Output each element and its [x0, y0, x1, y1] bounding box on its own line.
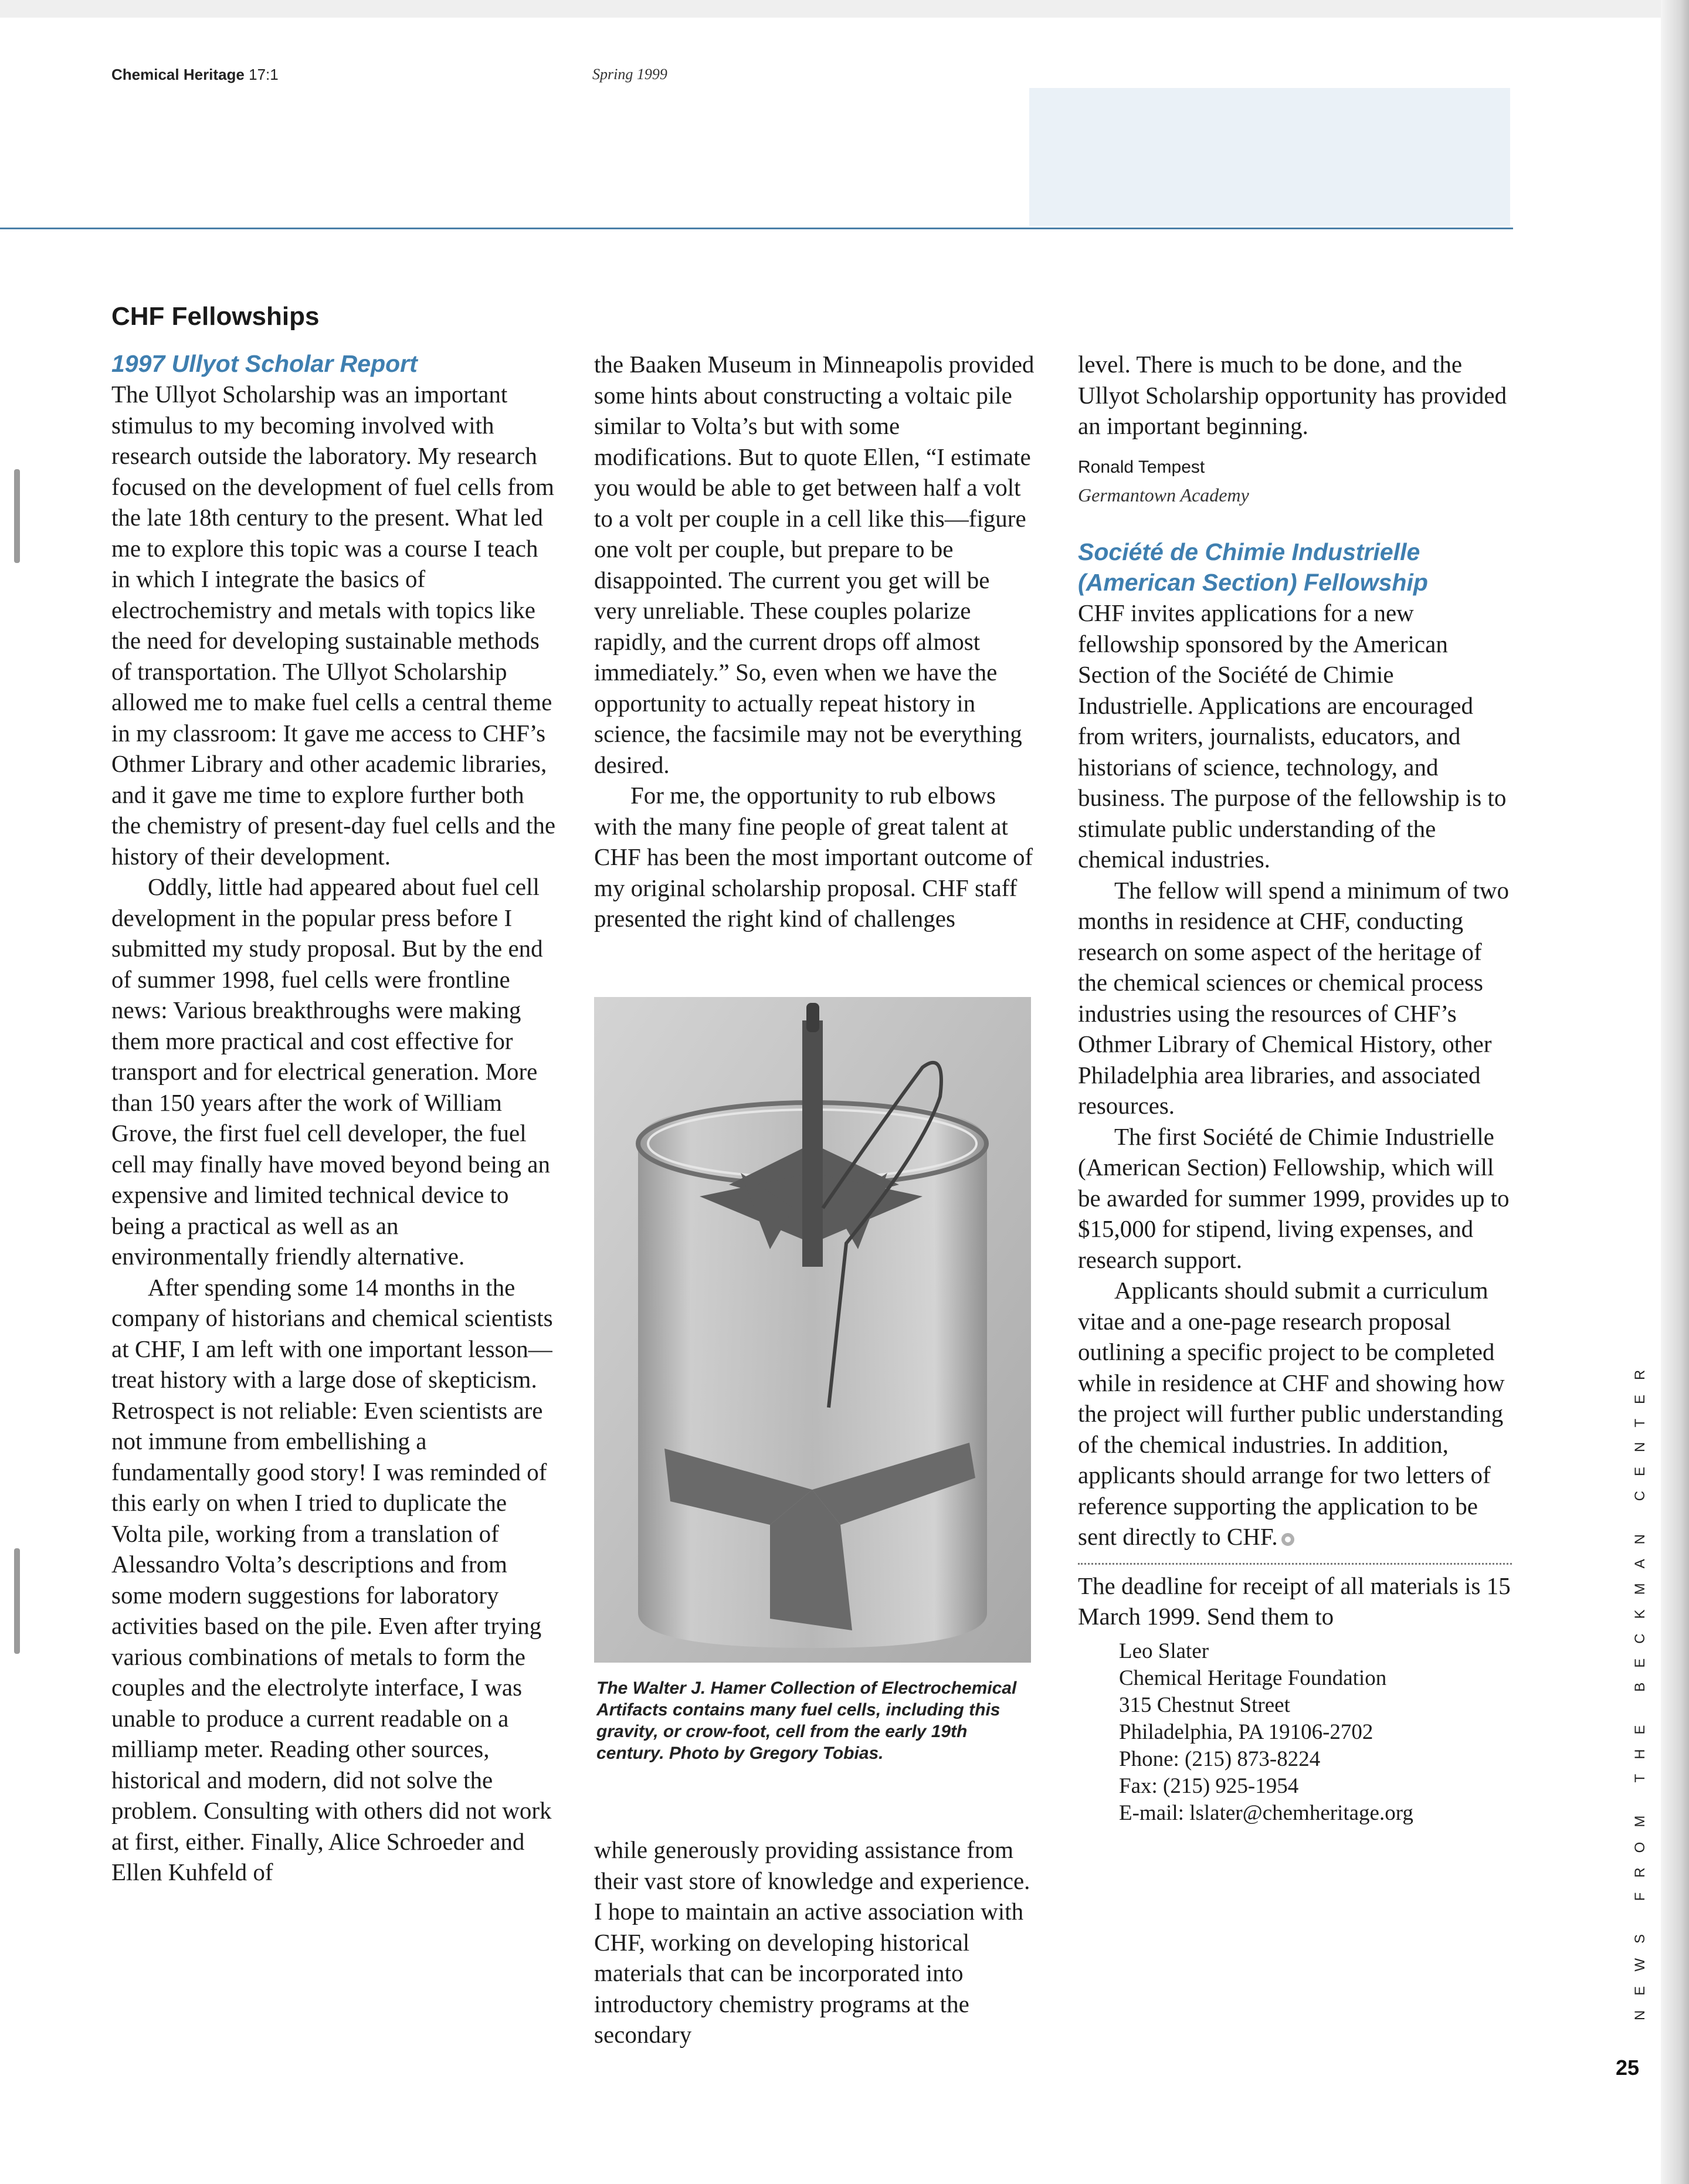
photo-caption: The Walter J. Hamer Collection of Electrochemical Artifacts contains many fuel cells, including this gravity, or crow-foot, cell from the early 19th century. Photo by Gregory Tobias. [596, 1678, 1017, 1763]
crow-foot-cell-photo [594, 997, 1031, 1663]
author-affiliation: Germantown Academy [1078, 484, 1249, 506]
issue-date: Spring 1999 [592, 66, 667, 83]
address-line: Leo Slater [1119, 1639, 1209, 1663]
ullyot-paragraph-4: the Baaken Museum in Minneapolis provided some hints about constructing a voltaic pile similar to Volta’s but with some modifications. But to quote Ellen, “I estimate you would be able to get between half a volt to a volt per couple in a cell like this—figure one volt per couple, but prepare to be disappointed. The current you get will be very unreliable. These couples polarize rapidly, and the current drops off almost immediately.” So, even when we have the opportunity to actually repeat history in science, the facsimile may not be everything desired. [594, 351, 1035, 778]
ullyot-paragraph-3: After spending some 14 months in the company of historians and chemical scientists at CHF, I am left with one important lesson—treat history with a large dose of skepticism. Retrospect is not reliable: Even scientists are not immune from embellishing a fundamentally good story! I was reminded of this early on when I tried to duplicate the Volta pile, working from a translation of Alessandro Volta’s descriptions and from some modern suggestions for laboratory activities based on the pile. Even after trying various combinations of metals to form the couples and the electrolyte interface, I was unable to produce a current readable on a milliamp meter. Reading other sources, historical and modern, did not solve the problem. Consulting with others did not work at first, either. Finally, Alice Schroeder and Ellen Kuhfeld of [111, 1273, 553, 1885]
column-2-continued [594, 1834, 1035, 2050]
issue-number: 17:1 [249, 66, 279, 83]
page-number: 25 [1616, 2056, 1640, 2080]
contact-address [1119, 1638, 1512, 1827]
ullyot-paragraph-2: Oddly, little had appeared about fuel cell development in the popular press before I submitted my study proposal. But by the end of summer 1998, fuel cells were frontline news: Various breakthroughs were making them more practical and cost effective for transport and for electrical generation. More than 150 years after the work of William Grove, the first fuel cell developer, the fuel cell may finally have moved beyond being an expensive and limited technical device to being a practical as well as an environmentally friendly alternative. [111, 873, 551, 1270]
crow-foot-cell-illustration [594, 997, 1031, 1663]
societe-paragraph-1: CHF invites applications for a new fellowship sponsored by the American Section of the Société de Chimie Industrielle. Applications are encouraged from writers, journalists, educators, and historians of science, technology, and business. The purpose of the fellowship is to stimulate public understanding of the chemical industries. [1078, 599, 1507, 873]
ullyot-paragraph-7: level. There is much to be done, and the Ullyot Scholarship opportunity has provided an important beginning. [1078, 351, 1507, 439]
header-rule [0, 228, 1513, 229]
societe-paragraph-2: The fellow will spend a minimum of two months in residence at CHF, conducting research on some aspect of the heritage of the chemical sciences or chemical process industries using the resources of CHF’s Othmer Library of Chemical History, other Philadelphia area libraries, and associated resources. [1078, 876, 1509, 1119]
column-1 [111, 348, 557, 1888]
societe-heading-line-2: (American Section) Fellowship [1078, 569, 1428, 596]
deadline-text: The deadline for receipt of all materials is 15 March 1999. Send them to [1078, 1572, 1511, 1630]
section-title: CHF Fellowships [111, 302, 320, 331]
sidebar-vertical-text: NEWS FROM THE BECKMAN CENTER [1632, 1355, 1648, 2020]
page-top-band [0, 0, 1689, 18]
author-name: Ronald Tempest [1078, 457, 1205, 477]
address-line: Fax: (215) 925-1954 [1119, 1773, 1299, 1798]
binding-mark [14, 1548, 20, 1654]
societe-heading [1078, 537, 1512, 598]
address-line: E-mail: lslater@chemheritage.org [1119, 1800, 1413, 1825]
address-line: Philadelphia, PA 19106-2702 [1119, 1720, 1373, 1744]
binding-mark [14, 469, 20, 563]
societe-paragraph-4 [1078, 1275, 1512, 1552]
dotted-divider [1078, 1563, 1512, 1565]
ullyot-paragraph-1: The Ullyot Scholarship was an important stimulus to my becoming involved with research outside the laboratory. My research focused on the development of fuel cells from the late 18th century to the present. What led me to explore this topic was a course I teach in which I integrate the basics of electrochemistry and metals with topics like the need for developing sustainable methods of transportation. The Ullyot Scholarship allowed me to make fuel cells a central theme in my classroom: It gave me access to CHF’s Othmer Library and other academic libraries, and it gave me time to explore further both the chemistry of present-day fuel cells and the history of their development. [111, 381, 556, 870]
end-mark-icon [1281, 1533, 1294, 1546]
running-head [111, 66, 279, 84]
column-2 [594, 349, 1035, 934]
societe-paragraph-4-text: Applicants should submit a curriculum vitae and a one-page research proposal outlining a specific project to be completed while in residence at CHF and showing how the project will further public understanding of the chemical industries. In addition, applicants should arrange for two letters of reference supporting the application to be sent directly to CHF. [1078, 1277, 1505, 1550]
ullyot-paragraph-5: For me, the opportunity to rub elbows with the many fine people of great talent at CHF has been the most important outcome of my original scholarship proposal. CHF staff presented the right kind of challenges [594, 782, 1033, 932]
address-line: Chemical Heritage Foundation [1119, 1666, 1387, 1690]
address-line: Phone: (215) 873-8224 [1119, 1746, 1321, 1771]
ullyot-paragraph-6: while generously providing assistance from their vast store of knowledge and experience. I hope to maintain an active association with CHF, working on developing historical materials that can be incorporated into introductory chemistry programs at the secondary [594, 1836, 1030, 2048]
masthead-block [1029, 88, 1510, 226]
publication-name: Chemical Heritage [111, 66, 245, 83]
address-line: 315 Chestnut Street [1119, 1693, 1290, 1717]
societe-paragraph-3: The first Société de Chimie Industrielle (American Section) Fellowship, which will be awarded for summer 1999, provides up to $15,000 for stipend, living expenses, and research support. [1078, 1122, 1510, 1273]
page-edge-shadow [1661, 0, 1689, 2184]
column-3 [1078, 349, 1512, 1827]
ullyot-heading: 1997 Ullyot Scholar Report [111, 350, 418, 377]
societe-heading-line-1: Société de Chimie Industrielle [1078, 538, 1420, 565]
